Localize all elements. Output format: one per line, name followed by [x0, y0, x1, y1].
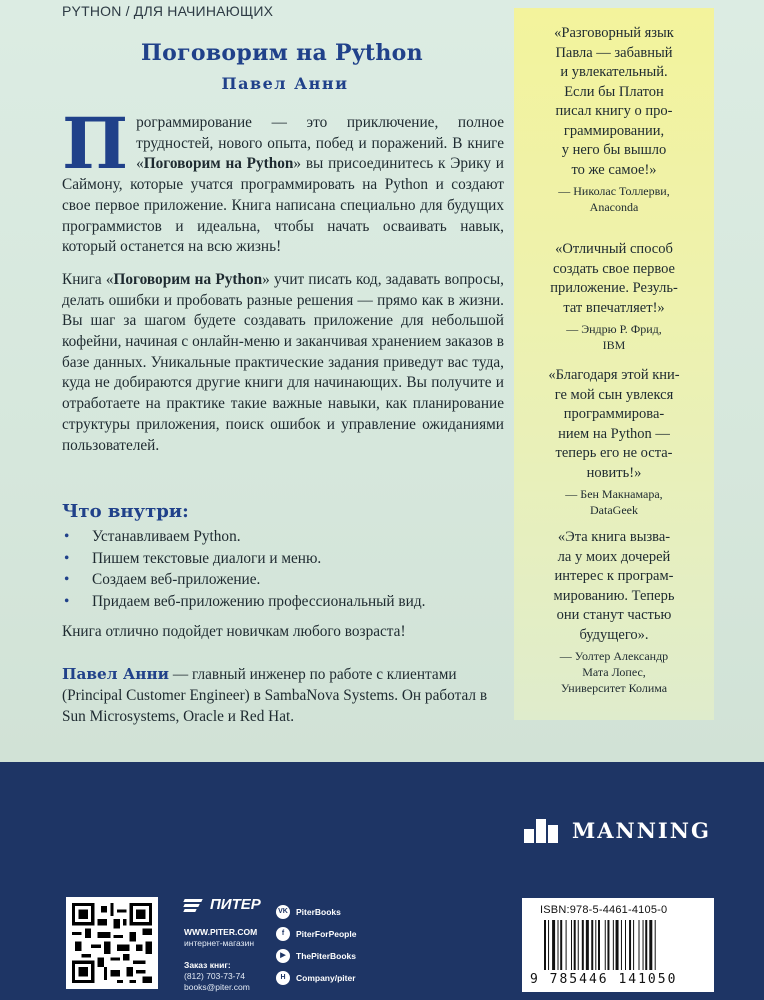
text-run: рограммирование — это приключение, полное трудностей, нового опыта, побед и поражений. В книге « [136, 114, 504, 173]
about-author [62, 664, 512, 727]
website: WWW.PITER.COM [184, 927, 258, 937]
quote-attribution: — Николас Толлерви, Anaconda [558, 184, 670, 214]
quote-attribution: — Бен Макнамара, DataGeek [565, 487, 663, 517]
manning-logo [524, 818, 711, 843]
social-label: ThePiterBooks [296, 951, 356, 961]
book-title-inline: Поговорим на Python [113, 270, 263, 288]
book-title: Поговорим на Python [141, 40, 423, 66]
facebook-icon: f [276, 927, 290, 941]
text-run: Книга « [62, 270, 114, 288]
book-title-inline: Поговорим на Python [143, 155, 294, 173]
social-label: PiterBooks [296, 907, 341, 917]
barcode-digits: 9 785446 141050 [530, 972, 678, 987]
inside-list [62, 526, 502, 612]
order-label: Заказ книг: [184, 960, 231, 970]
social-label: PiterForPeople [296, 929, 357, 939]
qr-code [66, 897, 158, 989]
manning-wordmark: MANNING [572, 818, 711, 843]
vk-icon: VK [276, 905, 290, 919]
social-item-youtube [276, 948, 356, 964]
order-email: books@piter.com [184, 982, 250, 992]
book-author: Павел Анни [221, 74, 349, 93]
description [62, 102, 504, 468]
list-item: • Создаем веб-приложение. [62, 569, 502, 591]
qr-code-icon [72, 903, 152, 983]
audience-note: Книга отлично подойдет новичкам любого возраста! [62, 623, 406, 640]
quote-3 [514, 366, 714, 518]
piter-wordmark: ПИТЕР [210, 896, 261, 913]
series-label: PYTHON / ДЛЯ НАЧИНАЮЩИХ [62, 3, 274, 19]
piter-mark-icon [184, 898, 206, 912]
list-item: • Пишем текстовые диалоги и меню. [62, 548, 502, 570]
quote-text: «Отличный способ создать свое первое приложение. Резуль- тат впечатляет!» [550, 241, 678, 316]
hh-icon: H [276, 971, 290, 985]
description-paragraph-2 [62, 270, 504, 456]
quote-2 [514, 240, 714, 353]
quote-attribution: — Уолтер Александр Мата Лопес, Университет Колима [559, 649, 669, 695]
social-label: Company/piter [296, 973, 356, 983]
order-phone: (812) 703-73-74 [184, 971, 245, 981]
manning-mark-icon [524, 819, 564, 843]
social-links [276, 904, 356, 992]
description-paragraph-1 [62, 102, 504, 258]
piter-logo [184, 896, 261, 913]
list-item: • Придаем веб-приложению профессиональный вид. [62, 591, 502, 613]
author-bio: — главный инженер по работе с клиентами (Principal Customer Engineer) в SambaNova Systems. Он работал в Sun Microsystems, Oracle и Red Hat. [62, 666, 488, 725]
quote-4 [514, 528, 714, 696]
quote-text: «Благодаря этой кни- ге мой сын увлекся программирова- нием на Python — теперь его не оста- новить!» [548, 367, 680, 481]
isbn-number: ISBN:978-5-4461-4105-0 [540, 904, 668, 916]
quote-text: «Эта книга вызва- ла у моих дочерей интерес к програм- мированию. Теперь они станут частью будущего». [553, 529, 675, 643]
social-item-facebook [276, 926, 356, 942]
list-item: • Устанавливаем Python. [62, 526, 502, 548]
author-name: Павел Анни [62, 665, 170, 683]
social-item-vk [276, 904, 356, 920]
youtube-icon: ▶ [276, 949, 290, 963]
quote-text: «Разговорный язык Павла — забавный и увлекательный. Если бы Платон писал книгу о про- граммировании, у него бы вышло то же самое!» [554, 25, 674, 178]
quote-1 [514, 24, 714, 215]
text-run: » вы присоединитесь к Эрику и Саймону, которые учатся программировать на Python и создают свое первое приложение. Книга написана специально для будущих программистов и идеальна, чтобы начать осваивать навык, который останется на всю жизнь! [62, 155, 504, 256]
quote-attribution: — Эндрю Р. Фрид, IBM [566, 322, 662, 352]
isbn-barcode [522, 898, 714, 992]
publisher-contacts [184, 927, 257, 993]
barcode-icon [544, 920, 704, 970]
social-item-hh [276, 970, 356, 986]
text-run: » учит писать код, задавать вопросы, делать ошибки и пробовать разные решения — прямо как в жизни. Вы шаг за шагом будете создавать приложение для небольшой кофейни, начиная с онлайн-меню и заканчивая хранением заказов в базе данных. Уникальные практические задания приведут вас туда, куда не добираются другие книги для начинающих. Вы получите и отработаете на практике такие важные навыки, как планирование структуры приложения, поиск ошибок и управление ожиданиями пользователей. [62, 270, 504, 454]
dropcap: П [62, 102, 129, 185]
quotes-panel [514, 8, 714, 720]
shop-label: интернет-магазин [184, 938, 255, 948]
inside-heading: Что внутри: [62, 501, 189, 522]
